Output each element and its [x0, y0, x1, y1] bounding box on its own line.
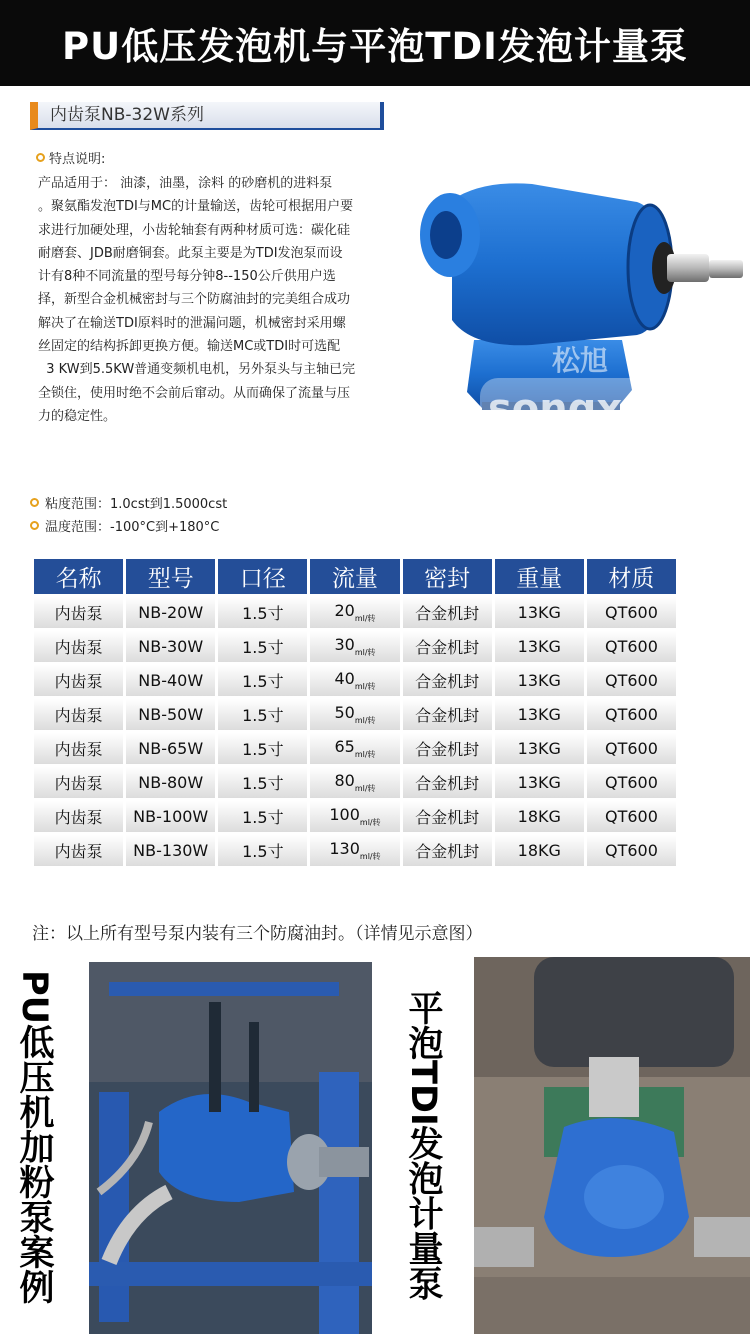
- cell-material: QT600: [587, 699, 676, 730]
- flow-value: 20: [334, 601, 355, 620]
- left-case-photo: [89, 962, 372, 1334]
- cell-weight: 13KG: [495, 699, 584, 730]
- cell-model: NB-100W: [126, 801, 215, 832]
- cell-bore: 1.5寸: [218, 801, 307, 832]
- flow-unit: ml/转: [354, 750, 376, 759]
- flow-value: 65: [334, 737, 355, 756]
- flow-unit: ml/转: [354, 716, 376, 725]
- series-title: 内齿泵NB-32W系列: [50, 105, 204, 125]
- cell-seal: 合金机封: [403, 835, 492, 866]
- flow-value: 100: [329, 805, 360, 824]
- left-case-label: PU低压机加粉泵案例: [14, 970, 54, 1305]
- viscosity-spec: [30, 493, 227, 512]
- features-description: [38, 172, 410, 428]
- cell-bore: 1.5寸: [218, 665, 307, 696]
- cell-material: QT600: [587, 631, 676, 662]
- cell-model: NB-50W: [126, 699, 215, 730]
- cell-seal: 合金机封: [403, 733, 492, 764]
- right-case-label: 平泡TDI发泡计量泵: [403, 990, 443, 1301]
- cell-bore: 1.5寸: [218, 699, 307, 730]
- table-row: [34, 665, 676, 696]
- cell-weight: 13KG: [495, 665, 584, 696]
- table-row: [34, 597, 676, 628]
- cell-flow: [310, 767, 399, 798]
- cell-flow: [310, 699, 399, 730]
- bullet-icon: [30, 498, 39, 507]
- features-heading-text: 特点说明:: [49, 152, 106, 167]
- cell-material: QT600: [587, 665, 676, 696]
- flow-value: 80: [334, 771, 355, 790]
- desc-line: 产品适用于： 油漆，油墨，涂料 的砂磨机的进料泵: [38, 176, 333, 191]
- watermark-cn: 松旭: [552, 344, 609, 377]
- spec-table: [31, 556, 679, 869]
- cell-flow: [310, 597, 399, 628]
- series-title-bar: [30, 102, 384, 130]
- features-heading: [36, 148, 105, 167]
- cell-bore: 1.5寸: [218, 733, 307, 764]
- viscosity-text: 粘度范围：1.0cst到1.5000cst: [45, 497, 228, 512]
- desc-line: 解决了在输送TDI原料时的泄漏问题，机械密封采用螺: [38, 315, 346, 331]
- cell-flow: [310, 835, 399, 866]
- cell-material: QT600: [587, 597, 676, 628]
- desc-line: 力的稳定性。: [38, 408, 117, 424]
- cell-material: QT600: [587, 835, 676, 866]
- cell-seal: 合金机封: [403, 801, 492, 832]
- cell-seal: 合金机封: [403, 665, 492, 696]
- flow-value: 30: [334, 635, 355, 654]
- desc-line: 。聚氨酯发泡TDI与MC的计量输送，齿轮可根据用户要: [38, 199, 354, 215]
- header-material: 材质: [587, 559, 676, 594]
- cell-flow: [310, 665, 399, 696]
- cell-bore: 1.5寸: [218, 631, 307, 662]
- cell-material: QT600: [587, 767, 676, 798]
- flow-unit: ml/转: [354, 682, 376, 691]
- cell-model: NB-30W: [126, 631, 215, 662]
- page-banner: [0, 0, 750, 86]
- table-row: [34, 801, 676, 832]
- desc-line: 丝固定的结构拆卸更换方便。输送MC或TDI时可选配: [38, 339, 341, 355]
- desc-line: 择，新型合金机械密封与三个防腐油封的完美组合成功: [38, 292, 351, 308]
- cell-weight: 13KG: [495, 631, 584, 662]
- cell-seal: 合金机封: [403, 767, 492, 798]
- cell-bore: 1.5寸: [218, 597, 307, 628]
- flow-unit: ml/转: [359, 852, 381, 861]
- temperature-text: 温度范围：-100°C到+180°C: [45, 520, 220, 535]
- header-model: 型号: [126, 559, 215, 594]
- watermark-en: songxu: [488, 386, 651, 432]
- table-row: [34, 733, 676, 764]
- cell-material: QT600: [587, 733, 676, 764]
- header-name: 名称: [34, 559, 123, 594]
- desc-line: 计有8种不同流量的型号每分钟8--150公斤供用户选: [38, 269, 336, 285]
- cell-bore: 1.5寸: [218, 767, 307, 798]
- flow-value: 50: [334, 703, 355, 722]
- flow-unit: ml/转: [359, 818, 381, 827]
- cell-weight: 18KG: [495, 835, 584, 866]
- table-row: [34, 631, 676, 662]
- cell-name: 内齿泵: [34, 733, 123, 764]
- cell-seal: 合金机封: [403, 631, 492, 662]
- cell-weight: 13KG: [495, 597, 584, 628]
- cell-name: 内齿泵: [34, 597, 123, 628]
- cell-model: NB-80W: [126, 767, 215, 798]
- cell-name: 内齿泵: [34, 835, 123, 866]
- table-header-row: [34, 559, 676, 594]
- flow-value: 40: [334, 669, 355, 688]
- cell-flow: [310, 631, 399, 662]
- desc-line: 求进行加硬处理，小齿轮轴套有两种材质可选：碳化硅: [38, 222, 351, 238]
- cell-model: NB-40W: [126, 665, 215, 696]
- desc-line: 3 KW到5.5KW普通变频机电机，另外泵头与主轴已完: [38, 362, 356, 378]
- flow-unit: ml/转: [354, 784, 376, 793]
- desc-line: 耐磨套、JDB耐磨铜套。此泵主要是为TDI发泡泵而设: [38, 245, 343, 261]
- header-flow: 流量: [310, 559, 399, 594]
- cell-seal: 合金机封: [403, 597, 492, 628]
- flow-unit: ml/转: [354, 648, 376, 657]
- temperature-spec: [30, 516, 219, 535]
- table-row: [34, 699, 676, 730]
- cell-weight: 13KG: [495, 767, 584, 798]
- header-bore: 口径: [218, 559, 307, 594]
- cell-weight: 18KG: [495, 801, 584, 832]
- header-seal: 密封: [403, 559, 492, 594]
- cell-name: 内齿泵: [34, 801, 123, 832]
- cell-material: QT600: [587, 801, 676, 832]
- table-row: [34, 835, 676, 866]
- banner-title: PU低压发泡机与平泡TDI发泡计量泵: [62, 25, 688, 68]
- right-case-photo: [474, 957, 750, 1334]
- flow-unit: ml/转: [354, 614, 376, 623]
- cell-name: 内齿泵: [34, 665, 123, 696]
- flow-value: 130: [329, 839, 360, 858]
- cell-seal: 合金机封: [403, 699, 492, 730]
- cell-name: 内齿泵: [34, 631, 123, 662]
- cell-bore: 1.5寸: [218, 835, 307, 866]
- footnote: 注：以上所有型号泵内装有三个防腐油封。（详情见示意图）: [32, 924, 483, 944]
- header-weight: 重量: [495, 559, 584, 594]
- cell-model: NB-20W: [126, 597, 215, 628]
- cell-model: NB-130W: [126, 835, 215, 866]
- pump-product-image: [412, 170, 748, 445]
- table-row: [34, 767, 676, 798]
- bullet-icon: [30, 521, 39, 530]
- cell-flow: [310, 801, 399, 832]
- cell-flow: [310, 733, 399, 764]
- cell-name: 内齿泵: [34, 767, 123, 798]
- bullet-icon: [36, 153, 45, 162]
- cell-model: NB-65W: [126, 733, 215, 764]
- desc-line: 全锁住，使用时绝不会前后窜动。从而确保了流量与压: [38, 385, 351, 401]
- cell-weight: 13KG: [495, 733, 584, 764]
- cell-name: 内齿泵: [34, 699, 123, 730]
